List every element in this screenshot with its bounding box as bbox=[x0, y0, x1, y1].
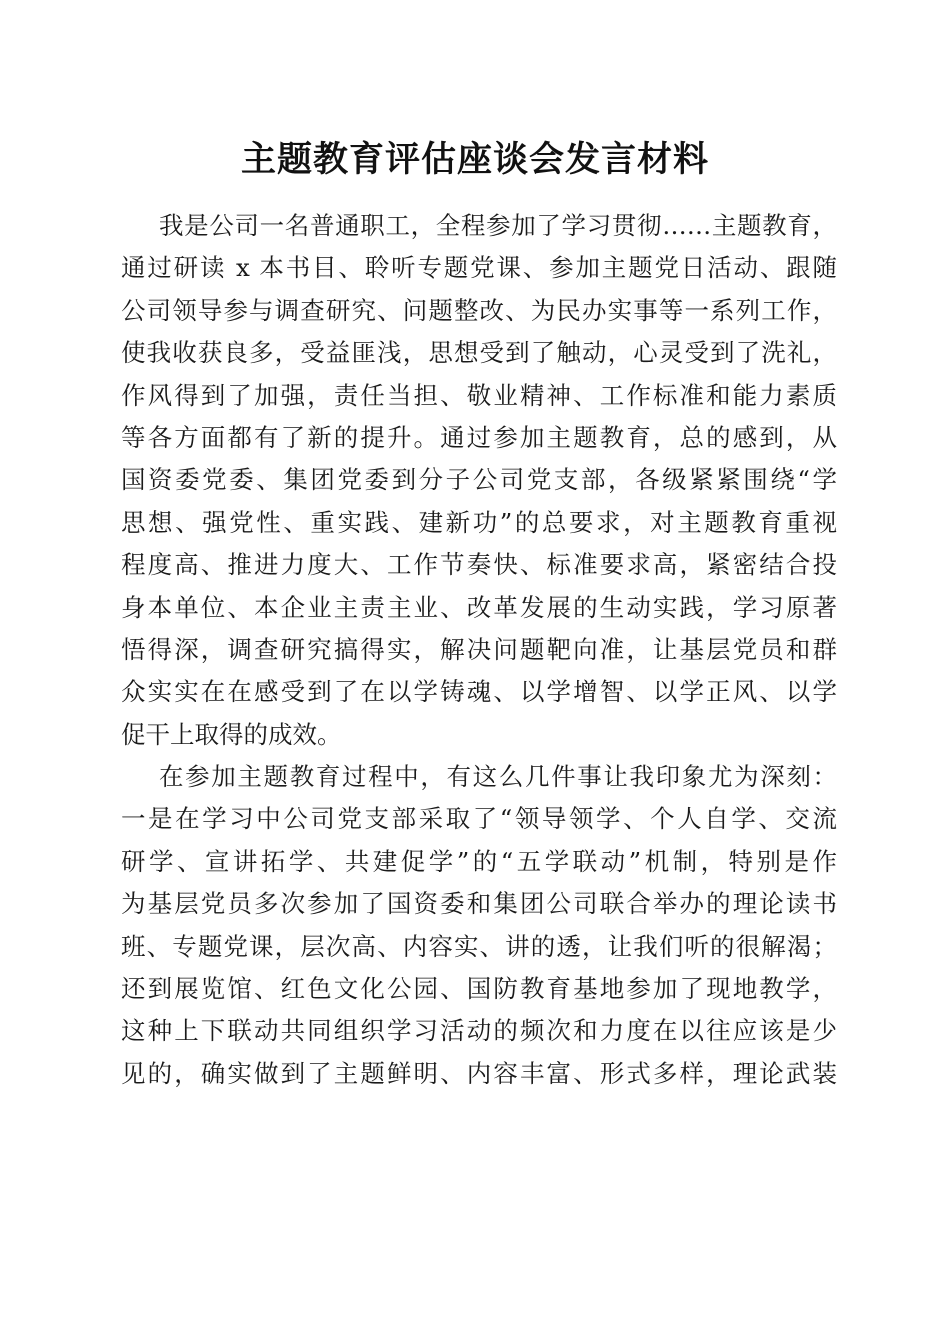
paragraph-line: 还到展览馆、红色文化公园、国防教育基地参加了现地教学， bbox=[121, 974, 837, 1004]
paragraph-line: 见的，确实做到了主题鲜明、内容丰富、形式多样，理论武装 bbox=[121, 1058, 837, 1088]
paragraph-line: 思想、强党性、重实践、建新功”的总要求，对主题教育重视 bbox=[121, 507, 837, 537]
document-body bbox=[121, 205, 837, 1095]
paragraph-line: 通过研读 x 本书目、聆听专题党课、参加主题党日活动、跟随 bbox=[121, 253, 837, 283]
paragraph-line: 研学、宣讲拓学、共建促学”的“五学联动”机制，特别是作 bbox=[121, 846, 837, 876]
paragraph-line: 悟得深，调查研究搞得实，解决问题靶向准，让基层党员和群 bbox=[121, 634, 837, 664]
paragraph-line: 程度高、推进力度大、工作节奏快、标准要求高，紧密结合投 bbox=[121, 550, 837, 580]
paragraph-line: 公司领导参与调查研究、问题整改、为民办实事等一系列工作， bbox=[121, 295, 837, 325]
paragraph-line: 一是在学习中公司党支部采取了“领导领学、个人自学、交流 bbox=[121, 804, 837, 834]
paragraph bbox=[121, 205, 837, 756]
document-title: 主题教育评估座谈会发言材料 bbox=[240, 139, 709, 180]
paragraph-line: 在参加主题教育过程中，有这么几件事让我印象尤为深刻： bbox=[159, 762, 837, 792]
paragraph-line: 身本单位、本企业主责主业、改革发展的生动实践，学习原著 bbox=[121, 592, 837, 622]
paragraph-line: 我是公司一名普通职工，全程参加了学习贯彻……主题教育， bbox=[159, 211, 837, 240]
paragraph-line: 班、专题党课，层次高、内容实、讲的透，让我们听的很解渴； bbox=[121, 931, 837, 961]
paragraph-line: 使我收获良多，受益匪浅，思想受到了触动，心灵受到了洗礼， bbox=[121, 338, 837, 368]
paragraph-line: 等各方面都有了新的提升。通过参加主题教育，总的感到，从 bbox=[121, 422, 837, 452]
paragraph bbox=[121, 756, 837, 1095]
paragraph-line: 为基层党员多次参加了国资委和集团公司联合举办的理论读书 bbox=[121, 889, 837, 919]
paragraph-line: 促干上取得的成效。 bbox=[121, 719, 342, 749]
paragraph-line: 这种上下联动共同组织学习活动的频次和力度在以往应该是少 bbox=[121, 1016, 837, 1046]
paragraph-line: 国资委党委、集团党委到分子公司党支部，各级紧紧围绕“学 bbox=[121, 465, 837, 495]
paragraph-line: 作风得到了加强，责任当担、敬业精神、工作标准和能力素质 bbox=[121, 380, 837, 410]
paragraph-line: 众实实在在感受到了在以学铸魂、以学增智、以学正风、以学 bbox=[121, 677, 837, 707]
